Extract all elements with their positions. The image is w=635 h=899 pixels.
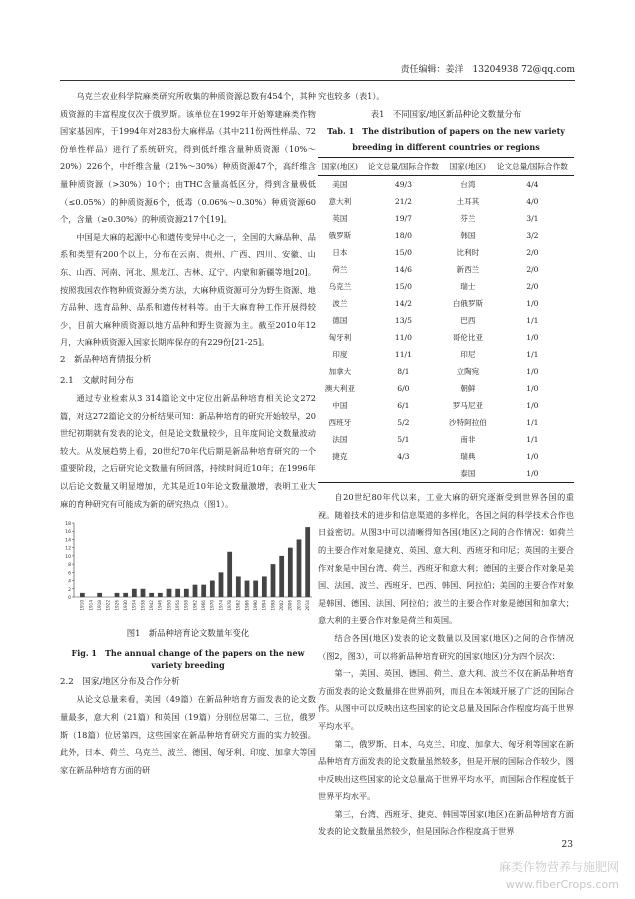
- table-row: [318, 380, 574, 397]
- section-heading-2-2: 2.2 国家/地区分布及合作分析: [60, 676, 180, 687]
- bar: [219, 573, 224, 598]
- table-cell: 芬兰: [460, 214, 476, 224]
- y-tick-label: 6: [68, 571, 71, 577]
- bar: [210, 581, 215, 597]
- bar: [279, 556, 284, 597]
- table-row: [318, 448, 574, 465]
- table-cell: 11/1: [394, 350, 412, 360]
- paragraph-germplasm-ukraine: 乌克兰农业科学院麻类研究所收集的种质资源总数有454个，其种质资源的丰富程度仅次于俄罗斯。该单位在1992年开始筹建麻类作物国家基因库，于1994年对283份大麻样品（其中211份两性样品、72份单性样品）进行了系统研究，得到低纤维含量种质资源（10%～20%）226个，中纤维含量（21%～30%）种质资源47个，高纤维含量种质资源（>30%）10个；由THC含量高低区分，得到含量极低（≤0.05%）的种质资源6个，低毒（0.06%～0.30%）种质资源60个，含量（≥0.30%）的种质资源217个[19]。: [60, 91, 316, 225]
- table-cell: 俄罗斯: [328, 231, 352, 241]
- bar: [288, 548, 293, 597]
- x-tick-label: 1962: [192, 600, 198, 611]
- bar: [123, 593, 128, 597]
- header-rule: [60, 80, 575, 81]
- x-tick-label: 1934: [131, 600, 137, 611]
- x-tick-label: 1938: [140, 600, 146, 611]
- table-row: [318, 261, 574, 278]
- table-header-row: [318, 158, 574, 176]
- bar: [271, 564, 276, 597]
- table-cell: 意大利: [328, 197, 352, 207]
- table-cell: 8/1: [397, 367, 410, 377]
- figure-caption-cn: 图1 新品种培育论文数量年变化: [126, 628, 250, 639]
- bar: [262, 577, 267, 598]
- bar: [115, 593, 120, 597]
- table-cell: 泰国: [445, 465, 491, 483]
- x-tick-label: 1926: [114, 600, 120, 611]
- bar: [305, 527, 310, 597]
- x-tick-label: 2010: [296, 600, 302, 611]
- table-body: [318, 176, 574, 483]
- left-column: [60, 88, 316, 779]
- x-tick-label: 1990: [253, 600, 259, 611]
- table-cell: 比利时: [456, 248, 480, 258]
- y-tick-label: 16: [65, 530, 71, 536]
- table-cell: 白俄罗斯: [452, 299, 484, 309]
- table-cell: 荷兰: [332, 265, 348, 275]
- table-cell: 台湾: [460, 180, 476, 190]
- bar-chart: [60, 517, 316, 621]
- table-cell: 美国: [332, 180, 348, 190]
- country-paper-table: [318, 157, 574, 483]
- table-cell: 1/0: [526, 452, 539, 462]
- table-cell: 1/0: [526, 367, 539, 377]
- table-cell: 1/0: [491, 465, 574, 483]
- table-cell: 11/0: [394, 333, 412, 343]
- bar: [97, 593, 102, 597]
- table-cell: 1/1: [526, 316, 539, 326]
- table-header-cell: 论文总量/国际合作数: [362, 158, 445, 176]
- table-row: [318, 312, 574, 329]
- table-cell: 18/0: [394, 231, 412, 241]
- table-row: [318, 414, 574, 431]
- table-row: [318, 346, 574, 363]
- table-cell: 1/1: [526, 435, 539, 445]
- header-editor: 责任编辑：姜洋 13204938 72@qq.com: [400, 65, 575, 75]
- table-row: [318, 431, 574, 448]
- bar: [175, 589, 180, 597]
- table-cell: 4/3: [397, 452, 410, 462]
- table-cell: 澳大利亚: [324, 384, 356, 394]
- table-cell: 朝鲜: [460, 384, 476, 394]
- y-tick-label: 10: [65, 555, 71, 561]
- table-cell: 韩国: [460, 231, 476, 241]
- table-cell: 2/0: [526, 282, 539, 292]
- y-tick-label: 4: [68, 579, 71, 585]
- page-number: 23: [561, 840, 573, 850]
- x-tick-label: 1966: [201, 600, 207, 611]
- table-row: [318, 465, 574, 483]
- table-cell: 49/3: [394, 180, 412, 190]
- figure-caption-en: Fig. 1 The annual change of the papers on the new variety breeding: [71, 647, 305, 670]
- table-row: [318, 397, 574, 414]
- table-cell: 5/1: [397, 435, 410, 445]
- table-cell: 加拿大: [328, 367, 352, 377]
- bar: [80, 593, 85, 597]
- x-tick-label: 1942: [149, 600, 155, 611]
- table-cell: 立陶宛: [456, 367, 480, 377]
- table-cell: 德国: [332, 316, 348, 326]
- table-cell: 2/0: [526, 265, 539, 275]
- paragraph-levels: 结合各国(地区)发表的论文数量以及国家(地区)之间的合作情况（图2，图3），可以将新品种培育研究的国家(地区)分为四个层次：: [318, 632, 574, 661]
- page-header: [60, 62, 575, 78]
- x-tick-label: 1930: [123, 600, 129, 611]
- watermark-url: www.fiberCrops.com: [505, 878, 619, 891]
- table-cell: 4/0: [526, 197, 539, 207]
- figure-1: [60, 517, 316, 621]
- bar: [158, 593, 163, 597]
- x-tick-label: 1950: [166, 600, 172, 611]
- table-cell: 南非: [460, 435, 476, 445]
- bar: [141, 589, 146, 597]
- table-row: [318, 176, 574, 194]
- bar: [201, 585, 206, 597]
- table-cell: 西班牙: [328, 418, 352, 428]
- table-cell: 巴西: [460, 316, 476, 326]
- table-cell: [362, 465, 445, 483]
- x-tick-label: 1970: [209, 600, 215, 611]
- table-cell: 2/0: [526, 248, 539, 258]
- table-cell: 6/1: [397, 401, 410, 411]
- x-tick-label: 1986: [244, 600, 250, 611]
- x-tick-label: 1994: [261, 600, 267, 611]
- x-tick-label: 1914: [88, 600, 94, 611]
- table-cell: 21/2: [394, 197, 412, 207]
- table-header-cell: 国家(地区): [318, 158, 362, 176]
- table-header-cell: 国家(地区): [445, 158, 491, 176]
- table-row: [318, 363, 574, 380]
- paragraph-level-2: 第二，俄罗斯、日本、乌克兰、印度、加拿大、匈牙利等国家在新品种培育方面发表的论文数量虽然较多，但是开展的国际合作较少，图中反映出这些国家的论文总量高于世界平均水平，而国际合作程度低于世界平均水平。: [318, 738, 574, 802]
- table-title-en: Tab. 1 The distribution of papers on the new variety breeding in different countries or regions: [327, 126, 565, 153]
- table-cell: 15/0: [394, 282, 412, 292]
- table-row: [318, 193, 574, 210]
- x-tick-label: 1982: [235, 600, 241, 611]
- x-tick-label: 1978: [227, 600, 233, 611]
- paragraph-level-3: 第三，台湾、西班牙、捷克、韩国等国家(地区)在新品种培育方面发表的论文数量虽然较少，但是国际合作程度高于世界: [318, 808, 574, 837]
- paragraph-level-1: 第一，美国、英国、德国、荷兰、意大利、波兰不仅在新品种培育方面发表的论文数量排在世界前列，而且在本领域开展了广泛的国际合作。从图中可以反映出这些国家的论文总量及国际合作程度均高于世界平均水平。: [318, 668, 574, 731]
- table-cell: 哥伦比亚: [452, 333, 484, 343]
- bar: [236, 577, 241, 598]
- y-tick-label: 2: [68, 588, 71, 594]
- table-row: [318, 244, 574, 261]
- table-cell: 6/0: [397, 384, 410, 394]
- bar: [253, 581, 258, 597]
- x-tick-label: 1998: [270, 600, 276, 611]
- table-cell: 罗马尼亚: [452, 401, 484, 411]
- table-cell: 14/6: [394, 265, 412, 275]
- bar: [149, 593, 154, 597]
- paragraph-country-distribution: 从论文总量来看，美国（49篇）在新品种培育方面发表的论文数量最多，意大利（21篇）和英国（19篇）分别位居第二、三位，俄罗斯（18篇）位居第四，这些国家在新品种培育研究方面的实力较强。此外，日本、荷兰、乌克兰、波兰、德国、匈牙利、印度、加拿大等国家在新品种培育方面的研: [60, 694, 316, 775]
- section-heading-2-1: 2.1 文献时间分布: [60, 375, 134, 386]
- y-tick-label: 18: [65, 522, 71, 528]
- x-tick-label: 1974: [218, 600, 224, 611]
- table-cell: 中国: [332, 401, 348, 411]
- table-cell: 1/0: [526, 401, 539, 411]
- bar: [167, 589, 172, 597]
- table-header-cell: 论文总量/国际合作数: [491, 158, 574, 176]
- x-tick-label: 1922: [105, 600, 111, 611]
- paragraph-germplasm-china: 中国是大麻的起源中心和遗传变异中心之一，全国的大麻品种、品系和类型有200个以上，分布在云南、贵州、广西、四川、安徽、山东、山西、河南、河北、黑龙江、吉林、辽宁、内蒙和新疆等地[20]。按照我国农作物种质资源分类方法，大麻种质资源可分为野生资源、地方品种、选育品种、品系和遗传材料等。由于大麻育种工作开展得较少，目前大麻种质资源以地方品种和野生资源为主。截至2010年12月，大麻种质资源入国家长期库保存的有229份[21-25]。: [60, 231, 316, 348]
- x-tick-label: 2014: [305, 600, 311, 611]
- table-cell: 法国: [332, 435, 348, 445]
- table-cell: 1/0: [526, 384, 539, 394]
- right-column: [318, 88, 574, 841]
- watermark-text: 麻类作物营养与施肥网: [498, 860, 619, 874]
- table-title-cn: 表1 不同国家/地区新品种论文数量分布: [370, 108, 522, 119]
- table-cell: 乌克兰: [328, 282, 352, 292]
- x-tick-label: 1910: [79, 600, 85, 611]
- table-cell: 3/1: [526, 214, 539, 224]
- bar: [193, 585, 198, 597]
- table-cell: 4/4: [526, 180, 539, 190]
- paragraph-time-distribution: 通过专业检索从3 314篇论文中定位出新品种培育相关论文272篇，对这272篇论文的分析结果可知：新品种培育的研究开始较早，20世纪初期就有发表的论文，但是论文数量较少，且年度间论文数量波动较大。从发展趋势上看，20世纪70年代后期是新品种培育研究的一个重要阶段，之后研究论文数量有所回落，持续时间近10年；在1996年以后论文数量又明显增加，尤其是近10年论文数量激增，表明工业大麻的育种研究有可能成为新的研究热点（图1）。: [60, 393, 316, 509]
- table-cell: 土耳其: [456, 197, 480, 207]
- y-tick-label: 12: [65, 546, 71, 552]
- bar: [132, 589, 137, 597]
- table-cell: 3/2: [526, 231, 539, 241]
- section-heading-2: 2 新品种培育情报分析: [60, 354, 152, 365]
- table-cell: 5/2: [397, 418, 410, 428]
- table-cell: 英国: [332, 214, 348, 224]
- table-row: [318, 295, 574, 312]
- table-cell: [318, 465, 362, 483]
- table-cell: 瑞典: [460, 452, 476, 462]
- table-cell: 14/2: [394, 299, 412, 309]
- table-cell: 波兰: [332, 299, 348, 309]
- bar: [227, 552, 232, 597]
- bar: [297, 540, 302, 598]
- x-tick-label: 1946: [157, 600, 163, 611]
- table-cell: 匈牙利: [328, 333, 352, 343]
- table-cell: 19/7: [394, 214, 412, 224]
- table-cell: 瑞士: [460, 282, 476, 292]
- x-tick-label: 1954: [175, 600, 181, 611]
- table-cell: 1/0: [526, 333, 539, 343]
- table-row: [318, 227, 574, 244]
- bar: [184, 589, 189, 597]
- y-tick-label: 14: [65, 538, 71, 544]
- table-cell: 捷克: [332, 452, 348, 462]
- paragraph-continuation: 究也较多（表1）。: [318, 91, 385, 101]
- table-cell: 沙特阿拉伯: [448, 418, 487, 428]
- table-cell: 15/0: [394, 248, 412, 258]
- table-cell: 印度: [332, 350, 348, 360]
- x-tick-label: 2006: [287, 600, 293, 611]
- paragraph-cooperation: 自20世纪80年代以来，工业大麻的研究逐渐受到世界各国的重视。随着技术的进步和信息渠道的多样化，各国之间的科学技术合作也日益密切。从图3中可以清晰得知各国(地区)之间的合作情况：如荷兰的主要合作对象是捷克、英国、意大利、西班牙和印尼；英国的主要合作对象是中国台湾、荷兰、西班牙和意大利；德国的主要合作对象是美国、法国、波兰、西班牙、巴西、韩国、阿拉伯；美国的主要合作对象是韩国、德国、法国、阿拉伯；波兰的主要合作对象是德国和加拿大；意大利的主要合作对象是荷兰和英国。: [318, 492, 574, 626]
- table-cell: 1/1: [526, 350, 539, 360]
- table-row: [318, 210, 574, 227]
- y-tick-label: 8: [68, 563, 71, 569]
- table-cell: 13/5: [394, 316, 412, 326]
- x-tick-label: 1918: [97, 600, 103, 611]
- table-cell: 印尼: [460, 350, 476, 360]
- bar: [245, 581, 250, 597]
- table-cell: 日本: [332, 248, 348, 258]
- table-row: [318, 278, 574, 295]
- table-cell: 1/0: [526, 299, 539, 309]
- x-tick-label: 1958: [183, 600, 189, 611]
- y-tick-label: 0: [68, 596, 71, 602]
- table-cell: 新西兰: [456, 265, 480, 275]
- x-tick-label: 2002: [279, 600, 285, 611]
- table-row: [318, 329, 574, 346]
- table-cell: 1/1: [526, 418, 539, 428]
